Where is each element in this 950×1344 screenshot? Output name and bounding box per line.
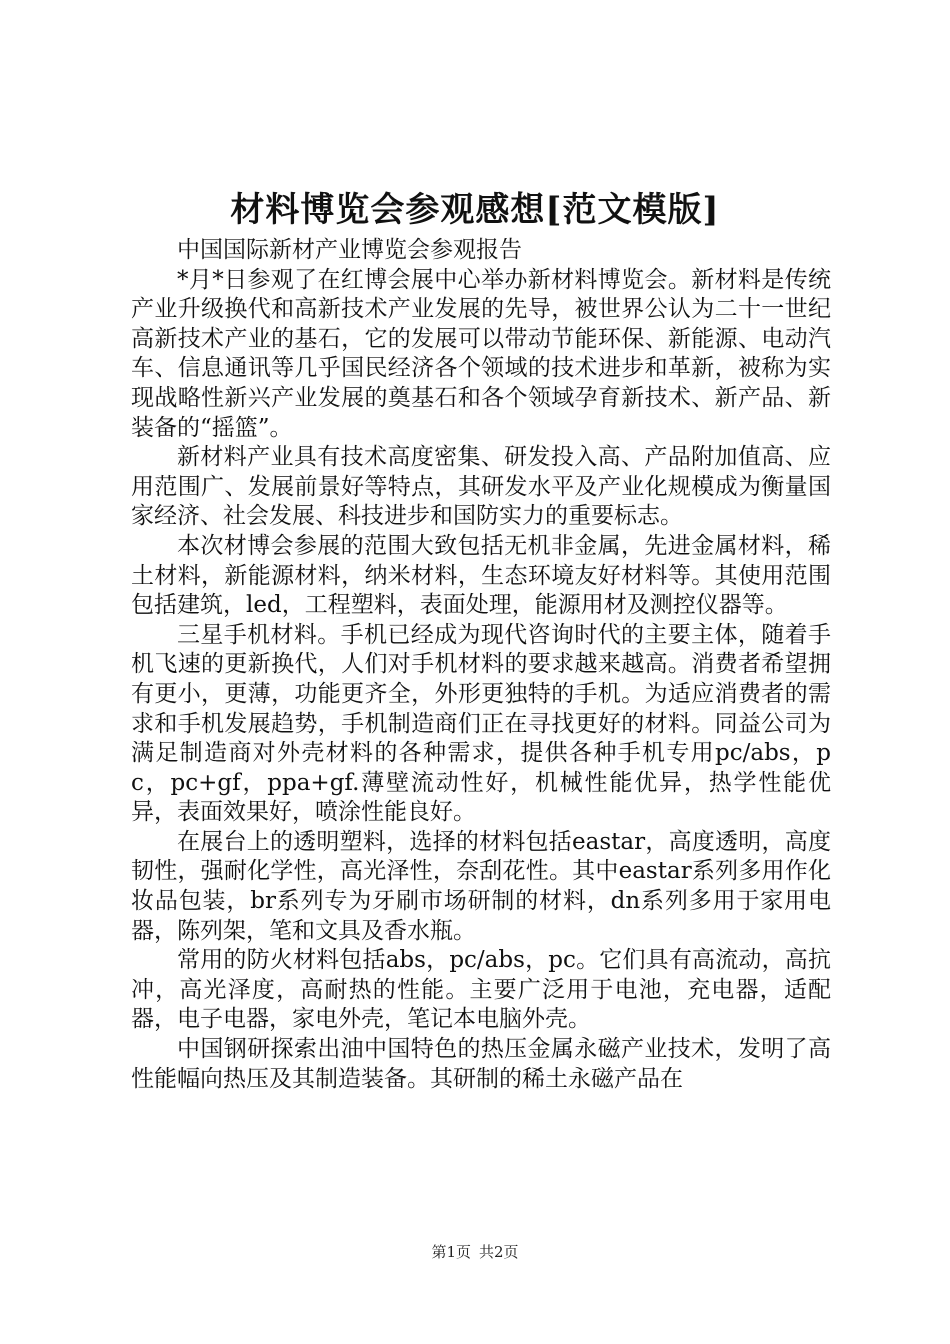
paragraph: 常用的防火材料包括abs，pc/abs，pc。它们具有高流动，高抗冲，高光泽度，高耐热的性能。主要广泛用于电池，充电器，适配器，电子电器，家电外壳，笔记本电脑外壳。	[131, 947, 831, 1033]
page-number: 第1页	[431, 1243, 471, 1261]
paragraph: 本次材博会参展的范围大致包括无机非金属，先进金属材料，稀土材料，新能源材料，纳米材料，生态环境友好材料等。其使用范围包括建筑，led，工程塑料，表面处理，能源用材及测控仪器等。	[131, 532, 831, 619]
paragraph: 新材料产业具有技术高度密集、研发投入高、产品附加值高、应用范围广、发展前景好等特点，其研发水平及产业化规模成为衡量国家经济、社会发展、科技进步和国防实力的重要标志。	[131, 444, 831, 530]
paragraph: 中国钢研探索出油中国特色的热压金属永磁产业技术，发明了高性能幅向热压及其制造装备。其研制的稀土永磁产品在	[131, 1036, 831, 1092]
document-body	[131, 236, 831, 1094]
paragraph: 在展台上的透明塑料，选择的材料包括eastar，高度透明，高度韧性，强耐化学性，高光泽性，奈刮花性。其中eastar系列多用作化妆品包装，br系列专为牙刷市场研制的材料，dn系列多用于家用电器，陈列架，笔和文具及香水瓶。	[131, 828, 831, 944]
paragraph: *月*日参观了在红博会展中心举办新材料博览会。新材料是传统产业升级换代和高新技术产业发展的先导，被世界公认为二十一世纪高新技术产业的基石，它的发展可以带动节能环保、新能源、电动汽车、信息通讯等几乎国民经济各个领域的技术进步和革新，被称为实现战略性新兴产业发展的奠基石和各个领域孕育新技术、新产品、新装备的“摇篮”。	[131, 266, 831, 441]
page-footer	[0, 1242, 950, 1262]
paragraph-subtitle: 中国国际新材产业博览会参观报告	[177, 237, 522, 263]
paragraph: 三星手机材料。手机已经成为现代咨询时代的主要主体，随着手机飞速的更新换代，人们对手机材料的要求越来越高。消费者希望拥有更小，更薄，功能更齐全，外形更独特的手机。为适应消费者的需求和手机发展趋势，手机制造商们正在寻找更好的材料。同益公司为满足制造商对外壳材料的各种需求，提供各种手机专用pc/abs，pc，pc+gf，ppa+gf.薄壁流动性好，机械性能优异，热学性能优异，表面效果好，喷涂性能良好。	[131, 621, 831, 826]
document-title: 材料博览会参观感想[范文模版]	[230, 190, 720, 230]
page-total: 共2页	[479, 1243, 519, 1261]
